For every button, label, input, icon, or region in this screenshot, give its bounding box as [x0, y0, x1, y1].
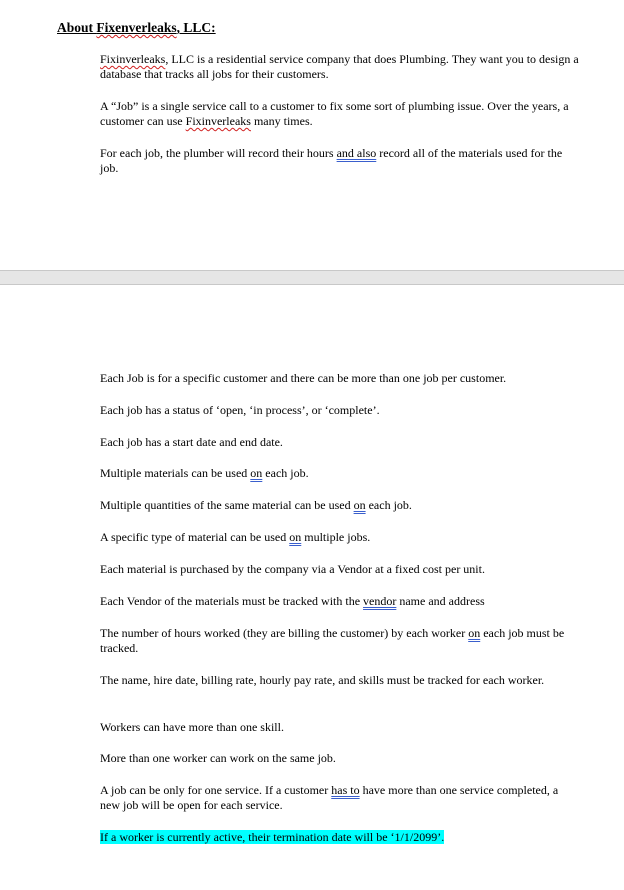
- grammar-flagged-text: on: [250, 466, 263, 480]
- paragraph-text: many times.: [250, 114, 313, 128]
- paragraph-text: each job.: [262, 466, 309, 480]
- paragraph-text: A “Job” is a single service call to a customer to fix some sort of plumbing issue. Over the years, a customer can use: [100, 99, 569, 128]
- heading-prefix: About: [57, 20, 97, 35]
- requirement-9: [100, 626, 580, 656]
- heading-company-name: Fixenverleaks: [96, 20, 177, 35]
- highlighted-text: If a worker is currently active, their termination date will be ‘1/1/2099’.: [100, 830, 445, 844]
- grammar-flagged-text: on: [353, 498, 366, 512]
- requirement-12: More than one worker can work on the same job.: [100, 751, 336, 765]
- paragraph-text: A job can be only for one service. If a customer: [100, 783, 332, 797]
- paragraph-text: The number of hours worked (they are billing the customer) by each worker: [100, 626, 469, 640]
- grammar-flagged-text: and also: [336, 146, 377, 160]
- paragraph-text: name and address: [396, 594, 485, 608]
- requirement-7: Each material is purchased by the company via a Vendor at a fixed cost per unit.: [100, 562, 485, 576]
- heading-suffix: , LLC:: [176, 20, 216, 35]
- paragraph-job-definition: [100, 99, 580, 129]
- paragraph-text: multiple jobs.: [301, 530, 371, 544]
- requirement-2: Each job has a status of ‘open, ‘in process’, or ‘complete’.: [100, 403, 380, 417]
- document-page-1: [0, 0, 624, 270]
- paragraph-text: have more than one service completed, a new job will be open for each service.: [100, 783, 559, 812]
- requirement-4: [100, 466, 580, 481]
- paragraph-text: Multiple quantities of the same material can be used: [100, 498, 354, 512]
- paragraph-text: Multiple materials can be used: [100, 466, 251, 480]
- document-page-2: [0, 285, 624, 890]
- paragraph-hours-materials: [100, 146, 580, 176]
- paragraph-company-intro: [100, 52, 580, 82]
- paragraph-text: each job must be tracked.: [100, 626, 565, 655]
- paragraph-text: For each job, the plumber will record their hours: [100, 146, 337, 160]
- grammar-flagged-text: has to: [331, 783, 360, 797]
- requirement-1: Each Job is for a specific customer and there can be more than one job per customer.: [100, 371, 507, 385]
- company-name: Fixinverleaks: [100, 52, 166, 66]
- grammar-flagged-text: on: [289, 530, 302, 544]
- document-heading: [57, 20, 216, 36]
- requirement-14: [100, 830, 580, 845]
- paragraph-text: , LLC is a residential service company that does Plumbing. They want you to design a database that tracks all jobs for their customers.: [100, 52, 579, 81]
- paragraph-text: record all of the materials used for the job.: [100, 146, 563, 175]
- grammar-flagged-text: vendor: [363, 594, 397, 608]
- paragraph-text: A specific type of material can be used: [100, 530, 290, 544]
- paragraph-text: Each Vendor of the materials must be tracked with the: [100, 594, 364, 608]
- requirement-11: Workers can have more than one skill.: [100, 720, 284, 734]
- requirement-13: [100, 783, 580, 813]
- requirement-3: Each job has a start date and end date.: [100, 435, 283, 449]
- requirement-10: The name, hire date, billing rate, hourly pay rate, and skills must be tracked for each worker.: [100, 673, 545, 687]
- page-break: [0, 270, 624, 285]
- company-name: Fixinverleaks: [185, 114, 251, 128]
- requirement-8: [100, 594, 580, 609]
- requirement-6: [100, 530, 580, 545]
- grammar-flagged-text: on: [468, 626, 481, 640]
- paragraph-text: each job.: [365, 498, 412, 512]
- requirement-5: [100, 498, 580, 513]
